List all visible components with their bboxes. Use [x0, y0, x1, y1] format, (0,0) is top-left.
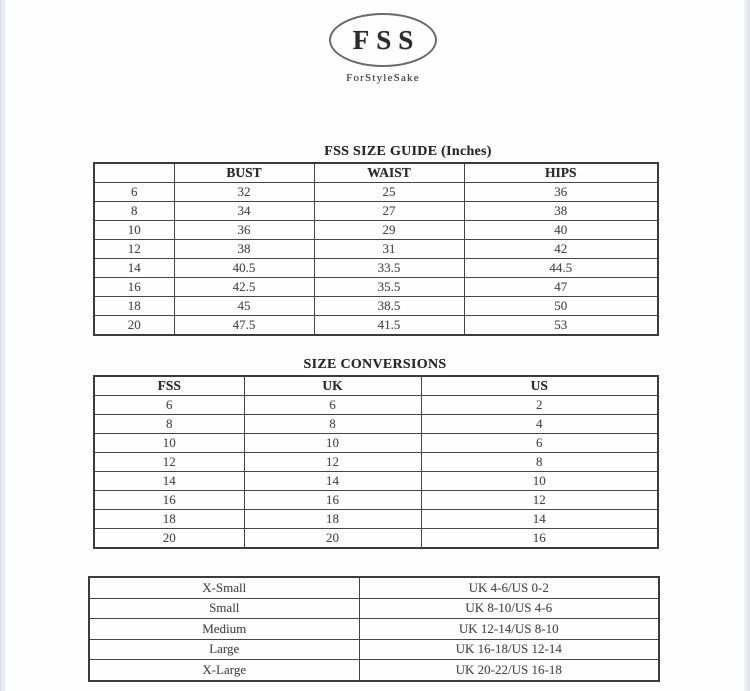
table-cell: 41.5: [314, 316, 464, 336]
table-row: [94, 529, 658, 549]
table-row: [94, 434, 658, 453]
table-cell: 6: [421, 434, 658, 453]
table-cell: 38.5: [314, 297, 464, 316]
table-cell: 16: [421, 529, 658, 549]
table-cell: 16: [244, 491, 421, 510]
table-cell: 36: [464, 183, 658, 202]
table-cell: 40.5: [174, 259, 314, 278]
table-cell: 18: [94, 297, 174, 316]
table-cell: 33.5: [314, 259, 464, 278]
table-cell: 12: [421, 491, 658, 510]
table-row: [94, 415, 658, 434]
letter-sizes-table: [88, 576, 660, 682]
table-cell: 35.5: [314, 278, 464, 297]
table-cell: 10: [421, 472, 658, 491]
table-row: [89, 598, 659, 619]
table-cell: 29: [314, 221, 464, 240]
table-cell: UK 20-22/US 16-18: [359, 660, 659, 681]
table-cell: 18: [244, 510, 421, 529]
table-cell: Small: [89, 598, 359, 619]
table-row: [89, 619, 659, 640]
table-cell: 12: [94, 453, 244, 472]
table-cell: 12: [244, 453, 421, 472]
table-cell: 44.5: [464, 259, 658, 278]
table-row: [94, 472, 658, 491]
table-row: [94, 183, 658, 202]
column-header-uk: UK: [244, 376, 421, 396]
column-header-waist: WAIST: [314, 163, 464, 183]
table-cell: UK 8-10/US 4-6: [359, 598, 659, 619]
table-cell: 36: [174, 221, 314, 240]
column-header-size: [94, 163, 174, 183]
table-row: [89, 577, 659, 598]
table-cell: 14: [94, 472, 244, 491]
table-row: [94, 278, 658, 297]
table-cell: 40: [464, 221, 658, 240]
table-cell: 42: [464, 240, 658, 259]
table-row: [94, 221, 658, 240]
table-cell: X-Small: [89, 577, 359, 598]
table-cell: 20: [94, 316, 174, 336]
table-cell: 38: [174, 240, 314, 259]
table-cell: 50: [464, 297, 658, 316]
table-row: [94, 202, 658, 221]
table-cell: 8: [94, 202, 174, 221]
table-cell: 12: [94, 240, 174, 259]
table-cell: 32: [174, 183, 314, 202]
table-cell: 4: [421, 415, 658, 434]
table-cell: 47.5: [174, 316, 314, 336]
table-cell: 20: [94, 529, 244, 549]
table-cell: Large: [89, 639, 359, 660]
table-cell: X-Large: [89, 660, 359, 681]
table-cell: 53: [464, 316, 658, 336]
table-row: [94, 240, 658, 259]
table-row: [94, 297, 658, 316]
table-cell: 14: [94, 259, 174, 278]
table-row: [94, 453, 658, 472]
table-row: [94, 491, 658, 510]
table-cell: 20: [244, 529, 421, 549]
table-row: [89, 660, 659, 681]
table-cell: UK 4-6/US 0-2: [359, 577, 659, 598]
conversions-header-row: [94, 376, 658, 396]
table-cell: 27: [314, 202, 464, 221]
table-row: [89, 639, 659, 660]
table-cell: 14: [421, 510, 658, 529]
column-header-hips: HIPS: [464, 163, 658, 183]
table-row: [94, 510, 658, 529]
table-cell: UK 12-14/US 8-10: [359, 619, 659, 640]
table-cell: 10: [244, 434, 421, 453]
photo-left-edge: [0, 0, 6, 691]
table-cell: 10: [94, 221, 174, 240]
table-cell: 14: [244, 472, 421, 491]
table-cell: 34: [174, 202, 314, 221]
size-conversions-title: SIZE CONVERSIONS: [303, 357, 447, 372]
size-guide-section: [93, 144, 657, 336]
table-cell: 10: [94, 434, 244, 453]
table-cell: 16: [94, 491, 244, 510]
size-guide-header-row: [94, 163, 658, 183]
table-cell: 31: [314, 240, 464, 259]
logo-monogram-text: FSS: [352, 25, 421, 55]
table-cell: UK 16-18/US 12-14: [359, 639, 659, 660]
table-cell: 18: [94, 510, 244, 529]
size-guide-title: FSS SIZE GUIDE (Inches): [324, 144, 492, 159]
column-header-bust: BUST: [174, 163, 314, 183]
size-guide-table: [93, 162, 659, 336]
size-conversions-body: [94, 396, 658, 549]
table-cell: 25: [314, 183, 464, 202]
size-guide-body: [94, 183, 658, 336]
table-cell: 8: [421, 453, 658, 472]
size-conversions-section: [93, 357, 657, 549]
brand-name-text: ForStyleSake: [346, 72, 420, 84]
column-header-us: US: [421, 376, 658, 396]
column-header-fss: FSS: [94, 376, 244, 396]
table-cell: Medium: [89, 619, 359, 640]
table-cell: 47: [464, 278, 658, 297]
photo-right-edge: [744, 0, 750, 691]
table-cell: 16: [94, 278, 174, 297]
table-cell: 2: [421, 396, 658, 415]
table-cell: 6: [94, 396, 244, 415]
table-cell: 8: [244, 415, 421, 434]
table-cell: 45: [174, 297, 314, 316]
table-cell: 6: [244, 396, 421, 415]
table-cell: 6: [94, 183, 174, 202]
table-row: [94, 259, 658, 278]
table-row: [94, 396, 658, 415]
table-row: [94, 316, 658, 336]
brand-logo: [0, 13, 750, 84]
letter-sizes-body: [89, 577, 659, 681]
letter-sizes-section: [88, 576, 658, 682]
size-conversions-table: [93, 375, 659, 549]
table-cell: 8: [94, 415, 244, 434]
table-cell: 38: [464, 202, 658, 221]
logo-ellipse: [329, 13, 437, 67]
table-cell: 42.5: [174, 278, 314, 297]
